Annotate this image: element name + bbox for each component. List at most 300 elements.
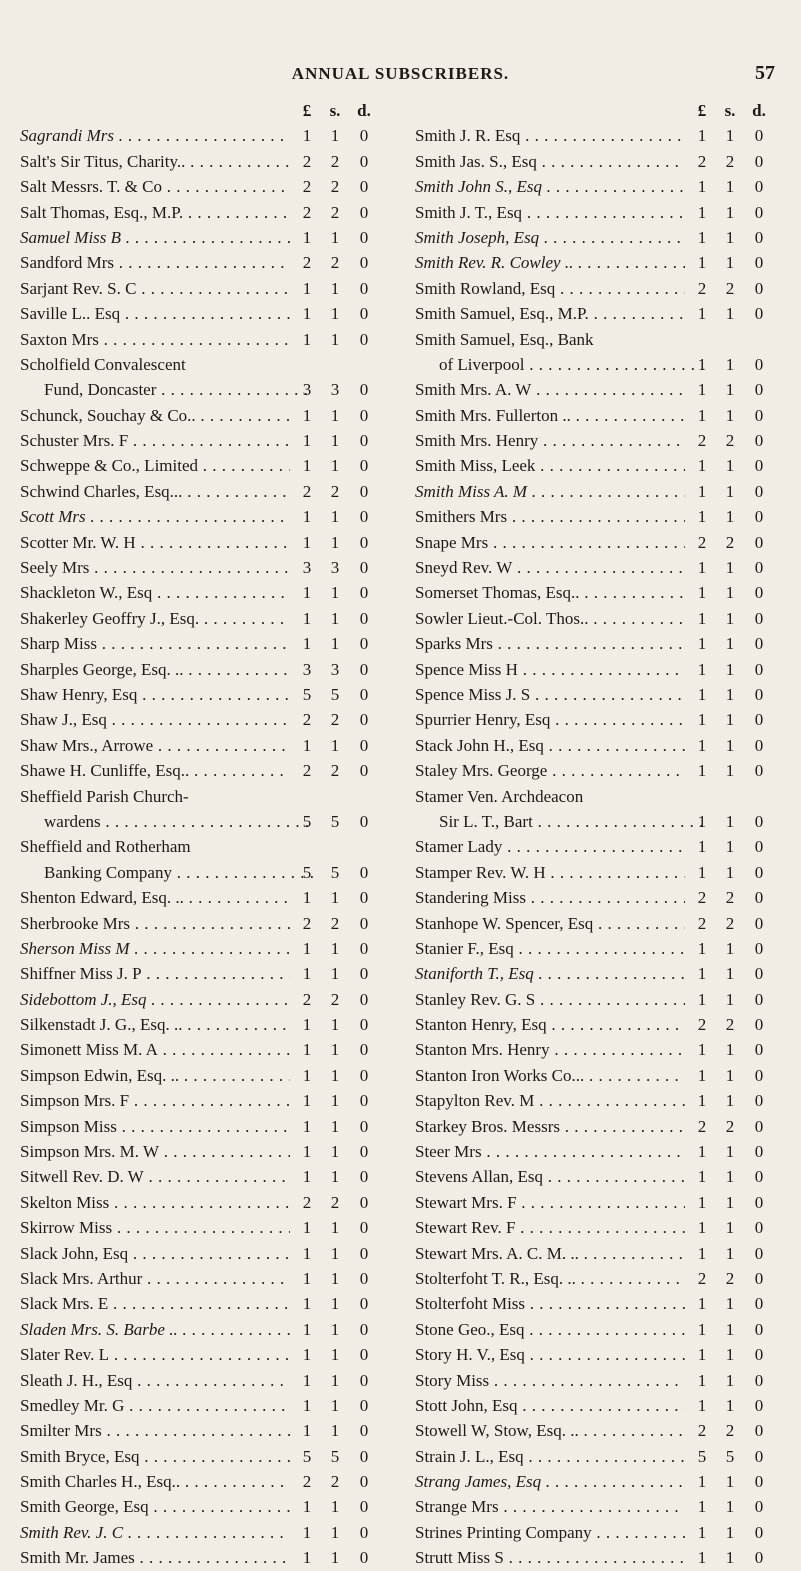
subscriber-row xyxy=(20,1317,380,1342)
amount-shillings: 2 xyxy=(330,1472,340,1492)
amount-pounds: 1 xyxy=(697,1395,707,1415)
subscriber-row xyxy=(415,225,775,250)
subscriber-row xyxy=(20,174,380,199)
subscriber-row xyxy=(20,149,380,174)
amount-shillings: 1 xyxy=(330,1142,340,1162)
amount-shillings: 1 xyxy=(330,431,340,451)
amount-shillings: 1 xyxy=(330,1421,340,1441)
amount-pounds: 3 xyxy=(302,558,312,578)
amount-pence: 0 xyxy=(754,1142,764,1162)
amount-pounds: 2 xyxy=(302,253,312,273)
amount-shillings: 3 xyxy=(330,380,340,400)
subscriber-name: Schwind Charles, Esq... . . . xyxy=(20,479,290,504)
amount-shillings: 2 xyxy=(330,913,340,933)
subscriber-row xyxy=(20,834,380,859)
right-column-header xyxy=(415,98,775,123)
amount-pounds: 1 xyxy=(697,1065,707,1085)
amount-pence: 0 xyxy=(754,710,764,730)
amount-pounds: 1 xyxy=(302,1116,312,1136)
subscriber-name: of Liverpool . . . xyxy=(415,352,709,377)
amount-shillings: 1 xyxy=(725,1167,735,1187)
subscriber-row xyxy=(415,1469,775,1494)
subscriber-name: Stolterfoht Miss . . . xyxy=(415,1291,685,1316)
amount-pounds: 1 xyxy=(697,126,707,146)
amount-shillings: 1 xyxy=(725,456,735,476)
subscriber-row xyxy=(20,1241,380,1266)
amount-pence: 0 xyxy=(754,888,764,908)
amount-shillings: 1 xyxy=(725,304,735,324)
amount-pence: 0 xyxy=(754,811,764,831)
subscriber-name: Steer Mrs . . . xyxy=(415,1139,685,1164)
subscriber-name: Spence Miss H . . . xyxy=(415,657,685,682)
amount-pounds: 2 xyxy=(302,989,312,1009)
subscriber-name: Scott Mrs . . . xyxy=(20,504,290,529)
amount-pounds: 1 xyxy=(697,558,707,578)
amount-shillings: 2 xyxy=(725,431,735,451)
amount-shillings: 1 xyxy=(330,405,340,425)
subscriber-name: Stolterfoht T. R., Esq. .. . . . xyxy=(415,1266,685,1291)
amount-shillings: 1 xyxy=(725,1091,735,1111)
amount-pence: 0 xyxy=(754,126,764,146)
amount-pence: 0 xyxy=(359,761,369,781)
amount-pence: 0 xyxy=(359,913,369,933)
amount-pence: 0 xyxy=(359,1116,369,1136)
subscriber-name: Sharples George, Esq. .. . . . xyxy=(20,657,290,682)
subscriber-row xyxy=(415,276,775,301)
subscriber-name: Slack Mrs. Arthur . . . xyxy=(20,1266,290,1291)
subscriber-name: Smith J. T., Esq . . . xyxy=(415,200,685,225)
subscriber-row xyxy=(20,479,380,504)
amount-pence: 0 xyxy=(359,532,369,552)
amount-pence: 0 xyxy=(754,1218,764,1238)
amount-shillings: 1 xyxy=(330,227,340,247)
subscriber-row xyxy=(20,377,380,402)
amount-pence: 0 xyxy=(359,558,369,578)
amount-shillings: 1 xyxy=(725,811,735,831)
subscriber-name: Smith Samuel, Esq., M.P. . . . xyxy=(415,301,685,326)
amount-pence: 0 xyxy=(754,431,764,451)
subscriber-row xyxy=(20,1291,380,1316)
amount-shillings: 1 xyxy=(330,1218,340,1238)
amount-shillings: 1 xyxy=(725,1370,735,1390)
subscriber-name: Starkey Bros. Messrs . . . xyxy=(415,1114,685,1139)
subscriber-row xyxy=(20,707,380,732)
amount-pounds: 5 xyxy=(697,1446,707,1466)
subscriber-row xyxy=(20,758,380,783)
amount-pounds: 1 xyxy=(697,405,707,425)
amount-pounds: 1 xyxy=(697,684,707,704)
subscriber-row xyxy=(415,1088,775,1113)
amount-pence: 0 xyxy=(359,405,369,425)
subscriber-name: Salt Messrs. T. & Co . . . xyxy=(20,174,290,199)
subscriber-row xyxy=(415,1520,775,1545)
amount-shillings: 1 xyxy=(725,1218,735,1238)
amount-pounds: 1 xyxy=(302,1167,312,1187)
amount-pence: 0 xyxy=(359,1268,369,1288)
amount-pounds: 2 xyxy=(697,532,707,552)
amount-pence: 0 xyxy=(754,354,764,374)
subscriber-name: Sowler Lieut.-Col. Thos.. . . . xyxy=(415,606,685,631)
amount-pence: 0 xyxy=(754,735,764,755)
subscriber-name: Smith George, Esq . . . xyxy=(20,1494,290,1519)
amount-shillings: 5 xyxy=(330,862,340,882)
amount-shillings: 1 xyxy=(330,532,340,552)
subscriber-name: Simpson Mrs. M. W . . . xyxy=(20,1139,290,1164)
amount-shillings: 1 xyxy=(725,1294,735,1314)
amount-shillings: 1 xyxy=(725,558,735,578)
subscriber-row xyxy=(20,682,380,707)
amount-pence: 0 xyxy=(359,659,369,679)
amount-pence: 0 xyxy=(754,1472,764,1492)
amount-pence: 0 xyxy=(754,1446,764,1466)
amount-pounds: 2 xyxy=(697,913,707,933)
amount-shillings: 2 xyxy=(725,913,735,933)
amount-pence: 0 xyxy=(359,888,369,908)
subscriber-row xyxy=(415,327,775,352)
amount-pence: 0 xyxy=(359,735,369,755)
amount-pence: 0 xyxy=(754,1522,764,1542)
amount-pence: 0 xyxy=(359,1421,369,1441)
subscriber-name: Skelton Miss . . . xyxy=(20,1190,290,1215)
amount-pounds: 1 xyxy=(697,1142,707,1162)
subscriber-name: Simpson Mrs. F . . . xyxy=(20,1088,290,1113)
subscriber-row xyxy=(415,174,775,199)
subscriber-name: Stevens Allan, Esq . . . xyxy=(415,1164,685,1189)
subscriber-name: Standering Miss . . . xyxy=(415,885,685,910)
subscriber-name: Smith Charles H., Esq.. . . . xyxy=(20,1469,290,1494)
amount-pounds: 2 xyxy=(697,431,707,451)
amount-pounds: 5 xyxy=(302,684,312,704)
subscriber-row xyxy=(415,758,775,783)
subscriber-name: Silkenstadt J. G., Esq. .. . . . xyxy=(20,1012,290,1037)
amount-pounds: 1 xyxy=(302,1218,312,1238)
amount-pence: 0 xyxy=(754,405,764,425)
subscriber-name: Smith Miss A. M . . . xyxy=(415,479,685,504)
amount-pence: 0 xyxy=(359,1218,369,1238)
amount-pounds: 2 xyxy=(697,888,707,908)
subscriber-name: Stanier F., Esq . . . xyxy=(415,936,685,961)
amount-pence: 0 xyxy=(754,558,764,578)
subscriber-row xyxy=(415,1368,775,1393)
subscriber-name: Stanton Mrs. Henry . . . xyxy=(415,1037,685,1062)
subscriber-name: wardens . . . xyxy=(20,809,314,834)
subscriber-row xyxy=(20,301,380,326)
subscriber-row xyxy=(415,123,775,148)
subscriber-name: Saxton Mrs . . . xyxy=(20,327,290,352)
amount-shillings: 1 xyxy=(330,126,340,146)
amount-shillings: 1 xyxy=(725,481,735,501)
subscriber-row xyxy=(20,1393,380,1418)
amount-pence: 0 xyxy=(359,1040,369,1060)
subscriber-name: Slack Mrs. E . . . xyxy=(20,1291,290,1316)
subscriber-row xyxy=(20,1063,380,1088)
left-column-header xyxy=(20,98,380,123)
amount-shillings: 1 xyxy=(725,177,735,197)
amount-pounds: 1 xyxy=(302,1370,312,1390)
subscriber-row xyxy=(20,987,380,1012)
amount-pounds: 1 xyxy=(302,1522,312,1542)
amount-shillings: 2 xyxy=(330,177,340,197)
subscriber-name: Sheffield Parish Church- xyxy=(20,786,189,806)
amount-pounds: 5 xyxy=(302,811,312,831)
amount-shillings: 5 xyxy=(330,684,340,704)
amount-pounds: 2 xyxy=(697,1116,707,1136)
subscriber-row xyxy=(20,352,380,377)
amount-pence: 0 xyxy=(359,1192,369,1212)
subscriber-row xyxy=(20,327,380,352)
amount-shillings: 3 xyxy=(330,558,340,578)
subscriber-row xyxy=(415,1012,775,1037)
amount-pence: 0 xyxy=(754,1192,764,1212)
amount-pence: 0 xyxy=(359,1370,369,1390)
amount-shillings: 5 xyxy=(725,1446,735,1466)
amount-pounds: 1 xyxy=(697,608,707,628)
subscriber-row xyxy=(415,1494,775,1519)
pence-header: d. xyxy=(357,101,371,120)
amount-pounds: 1 xyxy=(302,507,312,527)
subscriber-row xyxy=(415,453,775,478)
subscriber-row xyxy=(415,657,775,682)
amount-pounds: 3 xyxy=(302,380,312,400)
subscriber-row xyxy=(415,784,775,809)
amount-pounds: 1 xyxy=(302,1268,312,1288)
subscriber-row xyxy=(20,225,380,250)
subscriber-row xyxy=(20,631,380,656)
right-subscriber-list xyxy=(415,123,775,1570)
amount-pounds: 1 xyxy=(697,253,707,273)
amount-shillings: 1 xyxy=(725,1065,735,1085)
amount-pounds: 1 xyxy=(302,532,312,552)
amount-pence: 0 xyxy=(754,608,764,628)
subscriber-name: Schunck, Souchay & Co.. . . . xyxy=(20,403,290,428)
subscriber-name: Stanton Iron Works Co... . . . xyxy=(415,1063,685,1088)
amount-pounds: 1 xyxy=(697,380,707,400)
amount-shillings: 1 xyxy=(330,1370,340,1390)
amount-pence: 0 xyxy=(359,684,369,704)
subscriber-row xyxy=(20,1088,380,1113)
amount-pence: 0 xyxy=(754,761,764,781)
amount-pence: 0 xyxy=(359,583,369,603)
subscriber-name: Slater Rev. L . . . xyxy=(20,1342,290,1367)
amount-pence: 0 xyxy=(359,1091,369,1111)
amount-pence: 0 xyxy=(754,1243,764,1263)
amount-shillings: 2 xyxy=(330,202,340,222)
subscriber-name: Slack John, Esq . . . xyxy=(20,1241,290,1266)
amount-shillings: 1 xyxy=(330,1116,340,1136)
subscriber-row xyxy=(20,1444,380,1469)
subscriber-name: Stowell W, Stow, Esq. .. . . . xyxy=(415,1418,685,1443)
amount-shillings: 1 xyxy=(330,634,340,654)
amount-pence: 0 xyxy=(754,989,764,1009)
amount-shillings: 5 xyxy=(330,1446,340,1466)
subscriber-row xyxy=(415,1190,775,1215)
amount-pence: 0 xyxy=(754,151,764,171)
amount-pounds: 1 xyxy=(697,227,707,247)
amount-shillings: 2 xyxy=(725,1116,735,1136)
subscriber-name: Staley Mrs. George . . . xyxy=(415,758,685,783)
subscriber-name: Smithers Mrs . . . xyxy=(415,504,685,529)
amount-shillings: 1 xyxy=(725,862,735,882)
amount-pence: 0 xyxy=(754,380,764,400)
amount-pounds: 2 xyxy=(302,761,312,781)
subscriber-row xyxy=(415,1063,775,1088)
amount-shillings: 1 xyxy=(330,938,340,958)
subscriber-row xyxy=(415,707,775,732)
amount-shillings: 1 xyxy=(330,278,340,298)
subscriber-name: Snape Mrs . . . xyxy=(415,530,685,555)
amount-pence: 0 xyxy=(359,1497,369,1517)
subscriber-name: Spence Miss J. S . . . xyxy=(415,682,685,707)
amount-pence: 0 xyxy=(754,1370,764,1390)
subscriber-row xyxy=(20,860,380,885)
amount-pounds: 1 xyxy=(697,1192,707,1212)
amount-pounds: 1 xyxy=(302,227,312,247)
subscriber-name: Stott John, Esq . . . xyxy=(415,1393,685,1418)
amount-pounds: 1 xyxy=(697,1472,707,1492)
amount-shillings: 1 xyxy=(330,608,340,628)
amount-pence: 0 xyxy=(359,1522,369,1542)
subscriber-name: Stamer Ven. Archdeacon xyxy=(415,786,584,806)
subscriber-row xyxy=(415,1393,775,1418)
amount-shillings: 1 xyxy=(725,126,735,146)
amount-pence: 0 xyxy=(754,1065,764,1085)
amount-pence: 0 xyxy=(359,507,369,527)
subscriber-row xyxy=(20,580,380,605)
amount-pence: 0 xyxy=(359,811,369,831)
amount-pounds: 1 xyxy=(302,1319,312,1339)
amount-pounds: 1 xyxy=(302,1243,312,1263)
subscriber-row xyxy=(20,276,380,301)
amount-pence: 0 xyxy=(754,1548,764,1568)
amount-pence: 0 xyxy=(754,456,764,476)
amount-shillings: 1 xyxy=(725,1472,735,1492)
amount-pounds: 1 xyxy=(302,1040,312,1060)
amount-pounds: 1 xyxy=(302,735,312,755)
amount-shillings: 1 xyxy=(330,1548,340,1568)
pounds-header: £ xyxy=(697,101,707,120)
shillings-header: s. xyxy=(724,101,736,120)
subscriber-row xyxy=(20,606,380,631)
subscriber-name: Scotter Mr. W. H . . . xyxy=(20,530,290,555)
subscriber-row xyxy=(415,682,775,707)
subscriber-row xyxy=(20,555,380,580)
amount-shillings: 1 xyxy=(330,1522,340,1542)
subscriber-row xyxy=(415,809,775,834)
subscriber-name: Sparks Mrs . . . xyxy=(415,631,685,656)
subscriber-row xyxy=(415,301,775,326)
subscriber-name: Sharp Miss . . . xyxy=(20,631,290,656)
subscriber-row xyxy=(415,987,775,1012)
subscriber-row xyxy=(20,809,380,834)
subscriber-name: Sherson Miss M . . . xyxy=(20,936,290,961)
amount-pence: 0 xyxy=(754,1268,764,1288)
subscriber-name: Fund, Doncaster . . . xyxy=(20,377,314,402)
amount-pounds: 1 xyxy=(302,1091,312,1111)
amount-pence: 0 xyxy=(359,1472,369,1492)
amount-pounds: 1 xyxy=(697,202,707,222)
amount-pounds: 2 xyxy=(302,151,312,171)
left-subscriber-list xyxy=(20,123,380,1570)
amount-pence: 0 xyxy=(754,1395,764,1415)
amount-shillings: 1 xyxy=(725,253,735,273)
subscriber-row xyxy=(20,504,380,529)
amount-shillings: 1 xyxy=(330,1015,340,1035)
amount-shillings: 1 xyxy=(330,329,340,349)
amount-shillings: 2 xyxy=(725,151,735,171)
subscriber-name: Smith Bryce, Esq . . . xyxy=(20,1444,290,1469)
amount-pence: 0 xyxy=(754,938,764,958)
amount-pounds: 1 xyxy=(697,1167,707,1187)
amount-pounds: 1 xyxy=(302,964,312,984)
amount-pounds: 1 xyxy=(302,278,312,298)
amount-pence: 0 xyxy=(359,151,369,171)
amount-pounds: 2 xyxy=(697,151,707,171)
amount-pence: 0 xyxy=(754,659,764,679)
amount-shillings: 2 xyxy=(330,481,340,501)
amount-pounds: 5 xyxy=(302,1446,312,1466)
subscriber-row xyxy=(415,149,775,174)
subscriber-row xyxy=(20,885,380,910)
amount-pence: 0 xyxy=(359,177,369,197)
subscriber-name: Strang James, Esq . . . xyxy=(415,1469,685,1494)
amount-pounds: 1 xyxy=(697,1243,707,1263)
amount-pence: 0 xyxy=(754,227,764,247)
subscriber-name: Story H. V., Esq . . . xyxy=(415,1342,685,1367)
amount-pence: 0 xyxy=(359,1294,369,1314)
subscriber-name: Saville L.. Esq . . . xyxy=(20,301,290,326)
subscriber-row xyxy=(20,453,380,478)
amount-shillings: 1 xyxy=(725,1319,735,1339)
subscriber-row xyxy=(415,1037,775,1062)
amount-pence: 0 xyxy=(359,710,369,730)
subscriber-row xyxy=(415,936,775,961)
amount-pounds: 1 xyxy=(302,1395,312,1415)
subscriber-row xyxy=(20,1037,380,1062)
amount-pence: 0 xyxy=(359,481,369,501)
amount-pounds: 1 xyxy=(697,862,707,882)
amount-pounds: 1 xyxy=(697,964,707,984)
amount-pence: 0 xyxy=(754,481,764,501)
subscriber-name: Banking Company . . . xyxy=(20,860,314,885)
subscriber-name: Shenton Edward, Esq. .. . . . xyxy=(20,885,290,910)
subscriber-name: Shackleton W., Esq . . . xyxy=(20,580,290,605)
left-column xyxy=(20,98,380,1571)
subscriber-row xyxy=(20,1494,380,1519)
subscriber-row xyxy=(415,428,775,453)
amount-shillings: 2 xyxy=(330,710,340,730)
amount-pence: 0 xyxy=(754,507,764,527)
amount-pence: 0 xyxy=(754,1040,764,1060)
subscriber-row xyxy=(415,479,775,504)
subscriber-name: Smith Rev. R. Cowley .. . . . xyxy=(415,250,685,275)
amount-shillings: 2 xyxy=(725,532,735,552)
subscriber-row xyxy=(415,1342,775,1367)
subscriber-row xyxy=(20,733,380,758)
amount-shillings: 2 xyxy=(330,761,340,781)
amount-pounds: 2 xyxy=(302,1192,312,1212)
amount-pence: 0 xyxy=(359,304,369,324)
subscriber-row xyxy=(415,250,775,275)
amount-pounds: 1 xyxy=(697,837,707,857)
amount-pence: 0 xyxy=(359,456,369,476)
subscriber-row xyxy=(415,352,775,377)
amount-pence: 0 xyxy=(754,964,764,984)
amount-pounds: 1 xyxy=(697,177,707,197)
amount-shillings: 1 xyxy=(725,964,735,984)
amount-pence: 0 xyxy=(359,1319,369,1339)
subscriber-name: Somerset Thomas, Esq.. . . . xyxy=(415,580,685,605)
amount-pence: 0 xyxy=(359,253,369,273)
